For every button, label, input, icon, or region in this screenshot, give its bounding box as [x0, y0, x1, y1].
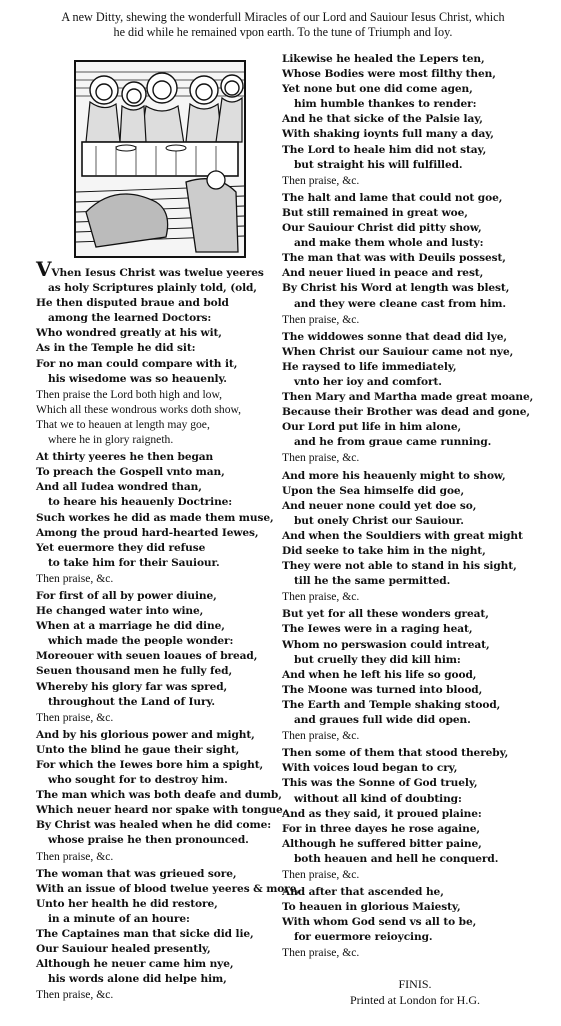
verse-line: They were not able to stand in his sight,: [282, 560, 517, 573]
verse-line: This was the Sonne of God truely,: [282, 777, 478, 790]
left-verse-column: [36, 257, 300, 1003]
verse-line: without all kind of doubting:: [294, 792, 462, 805]
verse-line: And neuer liued in peace and rest,: [282, 267, 484, 280]
verse-line: The widdowes sonne that dead did lye,: [282, 330, 507, 343]
verse-line: to heare his heauenly Doctrine:: [48, 496, 233, 509]
verse-line: Then praise, &c.: [282, 946, 360, 960]
verse-line: in a minute of an houre:: [48, 912, 190, 925]
verse-line: But still remained in great woe,: [282, 206, 468, 219]
verse-line: With voices loud began to cry,: [282, 762, 458, 775]
verse-line: And neuer none could yet doe so,: [282, 499, 477, 512]
verse-line: To heauen in glorious Maiesty,: [282, 901, 461, 914]
verse-line: The Moone was turned into blood,: [282, 683, 483, 696]
finis-label: FINIS.: [398, 977, 432, 991]
verse-line: And after that ascended he,: [282, 886, 444, 899]
verse-line: among the learned Doctors:: [48, 312, 212, 325]
verse-line: Then praise the Lord both high and low,: [36, 387, 222, 401]
verse-line: and make them whole and lusty:: [294, 237, 484, 250]
verse-line: but cruelly they did kill him:: [294, 653, 461, 666]
verse-line: For which the Iewes bore him a spight,: [36, 759, 264, 771]
verse-line: throughout the Land of Iury.: [48, 695, 215, 708]
verse-line: Our Sauiour healed presently,: [36, 943, 211, 956]
verse-line: whose praise he then pronounced.: [48, 834, 249, 847]
title-line-1: A new Ditty, shewing the wonderfull Miracles of our Lord and Sauiour Iesus Christ, which: [61, 10, 505, 24]
verse-line: He raysed to life immediately,: [282, 360, 457, 373]
verse-line: The Lord to heale him did not stay,: [282, 143, 487, 156]
verse-line: When at a marriage he did dine,: [36, 620, 225, 633]
verse-line: Then praise, &c.: [282, 590, 360, 604]
verse-line: For in three dayes he rose againe,: [282, 822, 480, 835]
verse-line: Whom no perswasion could intreat,: [282, 638, 490, 651]
verse-line: And he that sicke of the Palsie lay,: [282, 113, 483, 126]
verse-line: for euermore reioycing.: [294, 931, 433, 944]
verse-line: Then praise, &c.: [36, 571, 114, 585]
verse-line: For first of all by power diuine,: [36, 589, 217, 602]
verse-line: The Captaines man that sicke did lie,: [36, 928, 254, 941]
verse-line: He changed water into wine,: [36, 605, 204, 618]
verse-line: Yet euermore they did refuse: [36, 541, 206, 554]
verse-line: And more his heauenly might to show,: [282, 469, 506, 482]
verse-line: The Earth and Temple shaking stood,: [282, 698, 501, 711]
title-line-2: he did while he remained vpon earth. To the tune of Triumph and Ioy.: [113, 25, 453, 39]
verse-line: and he from graue came running.: [294, 436, 492, 449]
verse-line: When Christ our Sauiour came not nye,: [282, 345, 514, 358]
verse-line: and they were cleane cast from him.: [294, 297, 507, 310]
colophon: [300, 976, 530, 1008]
verse-line: both heauen and hell he conquerd.: [294, 852, 499, 865]
verse-line: Who wondred greatly at his wit,: [36, 327, 222, 340]
verse-line: Which all these wondrous works doth show,: [36, 402, 242, 416]
verse-line: Seuen thousand men he fully fed,: [36, 665, 233, 678]
verse-line: And when the Souldiers with great might: [282, 529, 523, 542]
verse-line: He then disputed braue and bold: [36, 297, 229, 310]
verse-line: and graues full wide did open.: [294, 714, 471, 727]
verse-line: For no man could compare with it,: [36, 357, 238, 370]
verse-line: The man which was both deafe and dumb,: [36, 789, 282, 802]
verse-line: Then praise, &c.: [282, 312, 360, 326]
right-verse-column: [282, 52, 552, 961]
verse-line: Likewise he healed the Lepers ten,: [282, 53, 485, 65]
verse-line: The man that was with Deuils possest,: [282, 252, 506, 265]
verse-line: Our Lord put life in him alone,: [282, 421, 462, 434]
verse-line: But yet for all these wonders great,: [282, 608, 489, 621]
verse-line: With whom God send vs all to be,: [282, 916, 477, 929]
verse-line: but straight his will fulfilled.: [294, 158, 463, 171]
verse-line: Although he neuer came him nye,: [36, 958, 234, 971]
verse-line: Then some of them that stood thereby,: [282, 747, 509, 760]
verse-line: And when he left his life so good,: [282, 668, 477, 681]
verse-line: With an issue of blood twelue yeeres & more,: [36, 882, 300, 895]
verse-line: Then praise, &c.: [282, 173, 360, 187]
verse-line: The woman that was grieued sore,: [36, 867, 237, 880]
verse-line: his wisedome was so heauenly.: [48, 372, 227, 385]
verse-line: to take him for their Sauiour.: [48, 556, 220, 569]
verse-line: The Iewes were in a raging heat,: [282, 623, 473, 636]
verse-line: At thirty yeeres he then began: [36, 451, 214, 464]
verse-line: Then praise, &c.: [36, 849, 114, 863]
verse-line: The halt and lame that could not goe,: [282, 191, 503, 204]
verse-line: Unto her health he did restore,: [36, 897, 218, 910]
verse-line: Upon the Sea himselfe did goe,: [282, 484, 465, 497]
verse-line: Which neuer heard nor spake with tongue,: [36, 804, 287, 817]
verse-line: Then praise, &c.: [36, 988, 114, 1002]
ballad-title: [18, 10, 548, 40]
verse-line: where he in glory raigneth.: [48, 433, 174, 447]
verse-line: By Christ his Word at length was blest,: [282, 282, 510, 295]
verse-line: Unto the blind he gaue their sight,: [36, 743, 240, 756]
verse-line: As in the Temple he did sit:: [36, 342, 196, 355]
woodcut-illustration: [76, 62, 244, 256]
verse-line: him humble thankes to render:: [294, 98, 477, 111]
verse-line: Whose Bodies were most filthy then,: [282, 68, 496, 81]
verse-line: Whereby his glory far was spred,: [36, 680, 228, 693]
verse-line: With shaking ioynts full many a day,: [282, 128, 494, 141]
verse-line: which made the people wonder:: [48, 635, 234, 648]
verse-line: Then Mary and Martha made great moane,: [282, 391, 534, 404]
verse-line: but onely Christ our Sauiour.: [294, 514, 464, 527]
verse-line: Although he suffered bitter paine,: [282, 837, 482, 850]
verse-line: Moreouer with seuen loaues of bread,: [36, 650, 258, 663]
verse-line: Did seeke to take him in the night,: [282, 545, 486, 557]
verse-line: And all Iudea wondred than,: [36, 481, 202, 494]
verse-line: Our Sauiour Christ did pitty show,: [282, 222, 482, 235]
last-supper-woodcut: [74, 60, 246, 258]
imprint-line: Printed at London for H.G.: [350, 993, 480, 1007]
verse-line: That we to heauen at length may goe,: [36, 417, 210, 431]
verse-line: Then praise, &c.: [282, 729, 360, 743]
verse-line: To preach the Gospell vnto man,: [36, 466, 225, 479]
verse-line: who sought for to destroy him.: [48, 774, 228, 787]
verse-line: Among the proud hard-hearted Iewes,: [36, 526, 259, 539]
verse-line: till he the same permitted.: [294, 575, 451, 588]
verse-line: And by his glorious power and might,: [36, 728, 255, 741]
verse-line: Such workes he did as made them muse,: [36, 511, 274, 524]
verse-line: as holy Scriptures plainly told, (old,: [48, 282, 257, 295]
verse-line: Yet none but one did come agen,: [282, 83, 473, 96]
verse-line: Then praise, &c.: [36, 710, 114, 724]
verse-line: VVhen Iesus Christ was twelue yeeres: [36, 257, 264, 281]
verse-line: vnto her ioy and comfort.: [294, 375, 442, 388]
verse-line: Then praise, &c.: [282, 867, 360, 881]
verse-line: Then praise, &c.: [282, 451, 360, 465]
verse-line: Because their Brother was dead and gone,: [282, 406, 530, 419]
verse-line: And as they said, it proued plaine:: [282, 807, 482, 820]
verse-line: By Christ was healed when he did come:: [36, 819, 272, 832]
verse-line: his words alone did helpe him,: [48, 973, 227, 986]
